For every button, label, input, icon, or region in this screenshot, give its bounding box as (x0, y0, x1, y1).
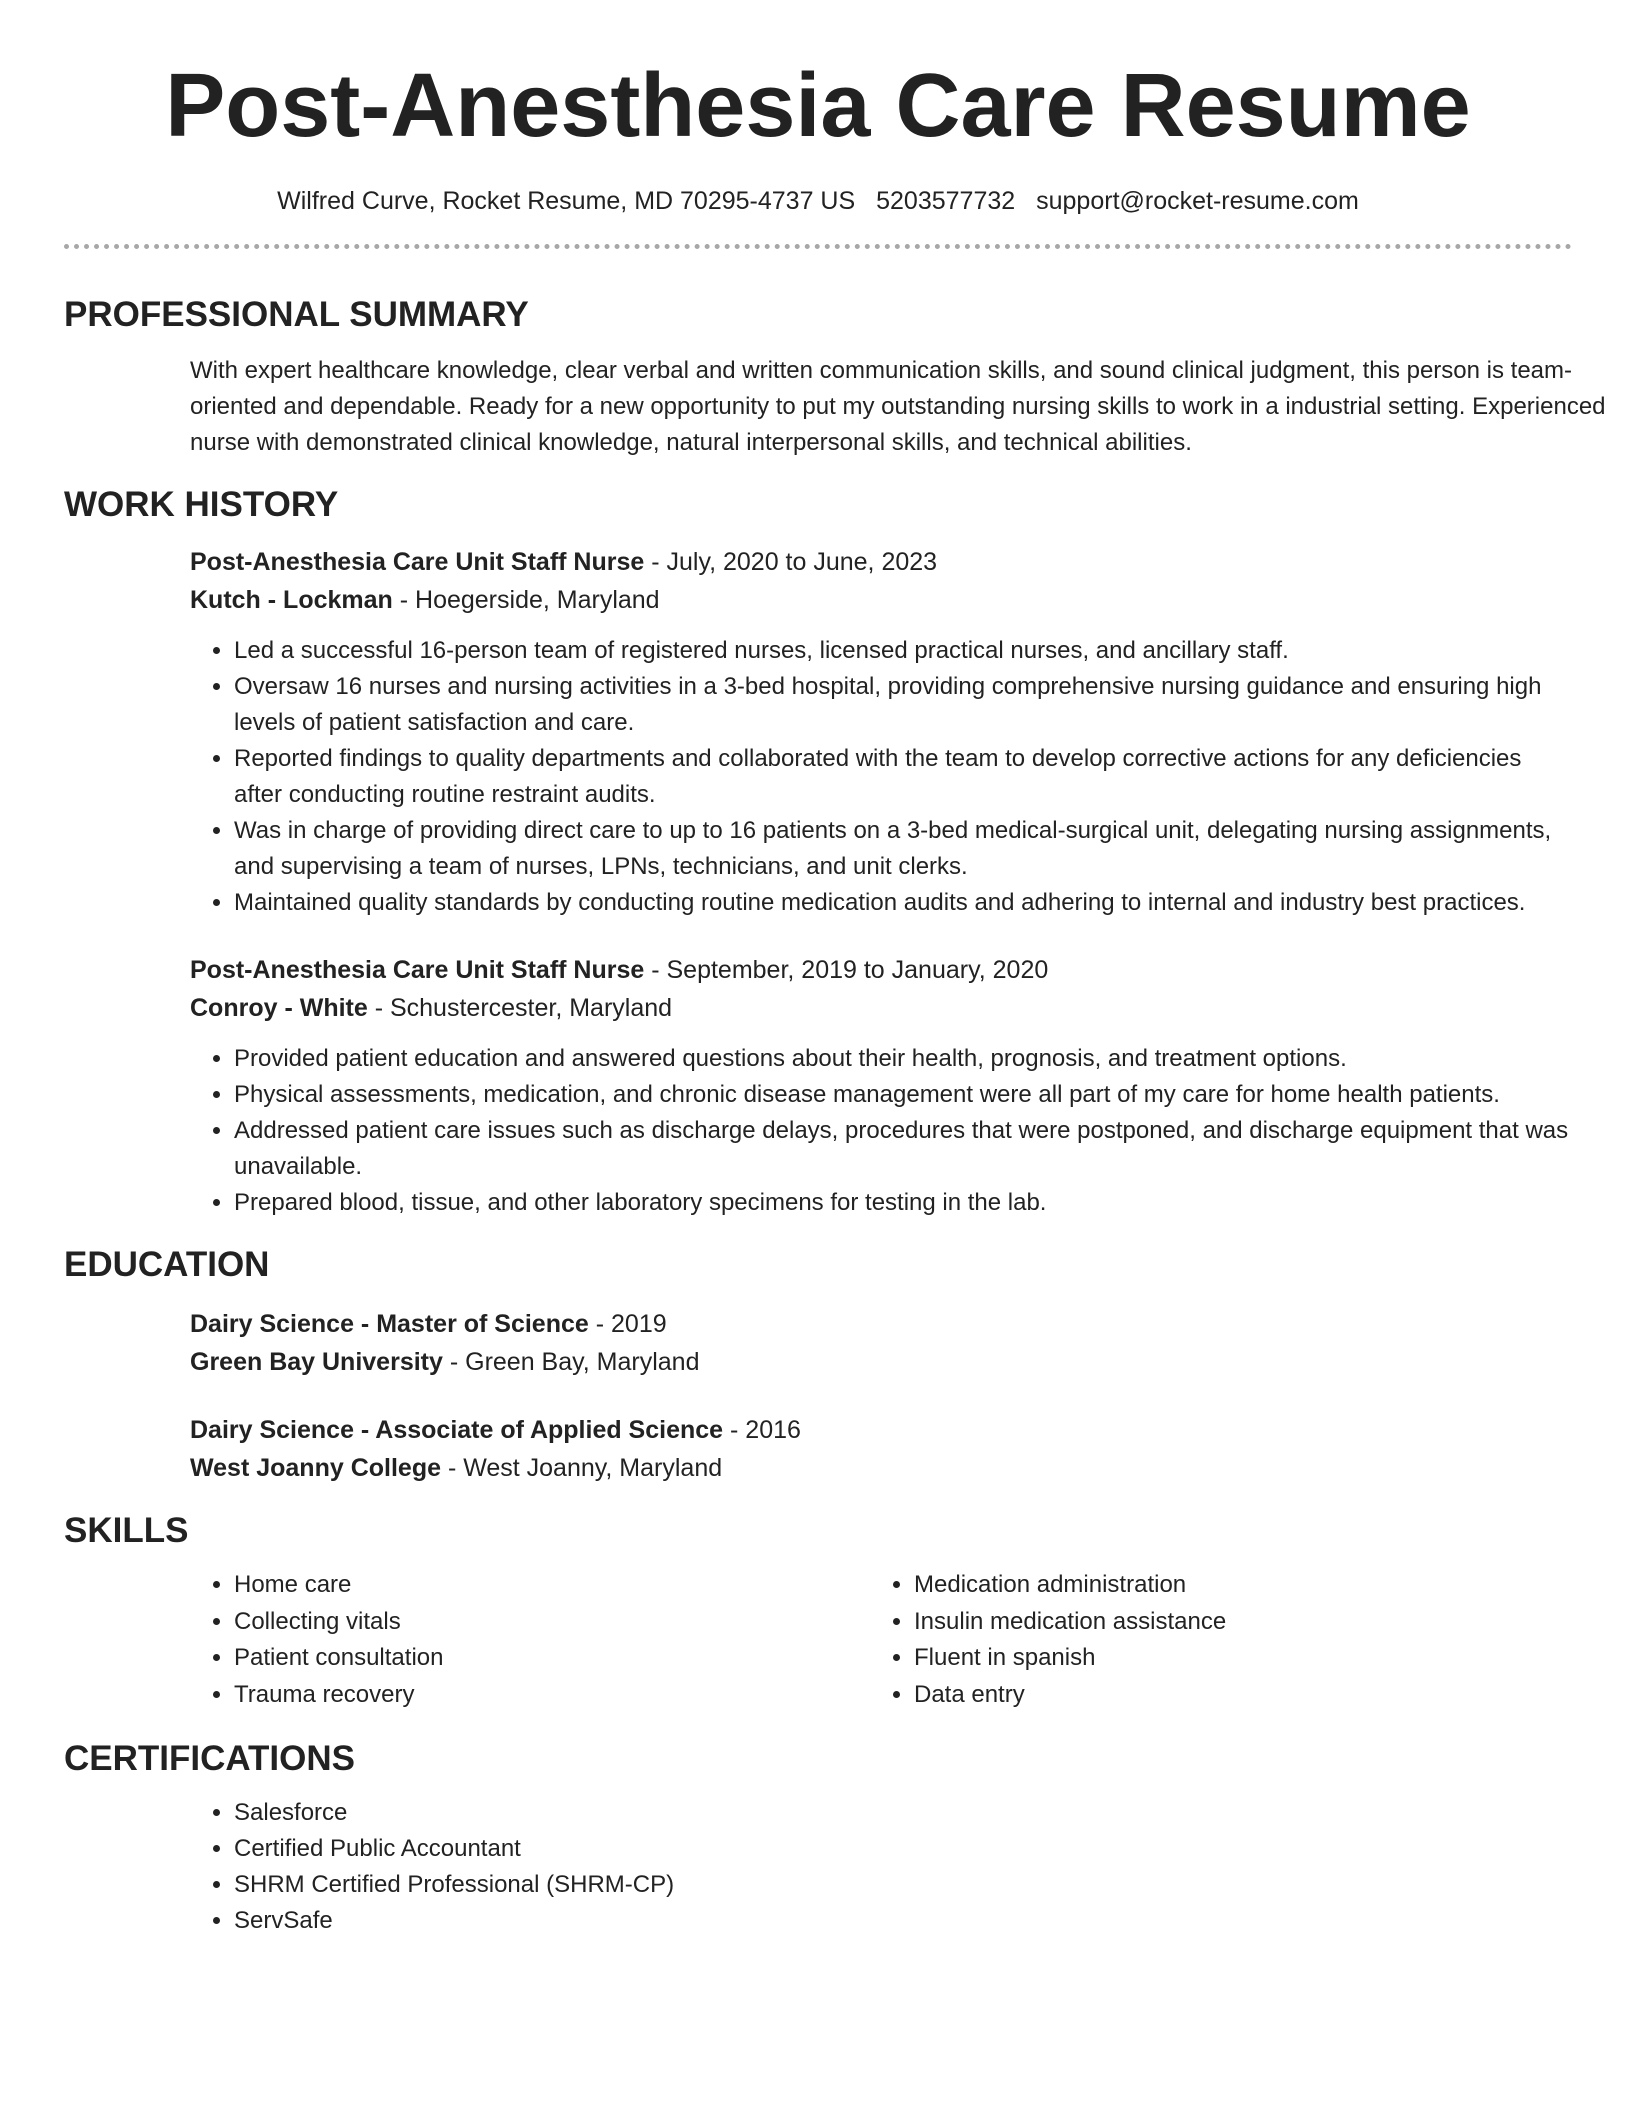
list-item: • ServSafe (234, 1903, 1572, 1939)
employer-location: - Schustercester, Maryland (367, 994, 673, 1022)
school-line (190, 1449, 1572, 1487)
list-item: • Prepared blood, tissue, and other laboratory specimens for testing in the lab. (234, 1185, 1572, 1221)
degree-name: Dairy Science - Associate of Applied Science (190, 1416, 724, 1444)
list-item: • Provided patient education and answered questions about their health, prognosis, and treatment options. (234, 1041, 1572, 1077)
section-heading-work: WORK HISTORY (64, 485, 339, 524)
contact-email: support@rocket-resume.com (1036, 187, 1359, 215)
list-item: • Led a successful 16-person team of registered nurses, licensed practical nurses, and ancillary staff. (234, 633, 1572, 669)
contact-line (64, 184, 1572, 218)
page-title: Post-Anesthesia Care Resume (165, 56, 1471, 156)
list-item: • Reported findings to quality departments and collaborated with the team to develop corrective actions for any deficiencies after conducting routine restraint audits. (234, 741, 1572, 813)
job-entry (190, 543, 1572, 921)
skills-grid (190, 1567, 1572, 1713)
school-name: Green Bay University (190, 1348, 443, 1376)
section-heading-education: EDUCATION (64, 1245, 270, 1284)
section-heading-summary: PROFESSIONAL SUMMARY (64, 295, 529, 334)
degree-year: - 2016 (723, 1416, 801, 1444)
degree-line (190, 1305, 1572, 1343)
list-item: • Medication administration (914, 1567, 1550, 1604)
header-divider (64, 244, 1572, 249)
job-dates: - September, 2019 to January, 2020 (644, 956, 1049, 984)
list-item: • Data entry (914, 1677, 1550, 1714)
resume-page (64, 0, 1606, 1939)
list-item: • Salesforce (234, 1795, 1572, 1831)
skills-list (870, 1567, 1550, 1713)
employer-line (190, 989, 1572, 1027)
list-item: • Patient consultation (234, 1640, 870, 1677)
job-title-line (190, 543, 1572, 581)
school-location: - West Joanny, Maryland (441, 1454, 723, 1482)
job-title-line (190, 951, 1572, 989)
summary-text: With expert healthcare knowledge, clear verbal and written communication skills, and sound clinical judgment, this person is team-oriented and dependable. Ready for a new opportunity to put my outstanding nursing skills to work in a industrial setting. Experienced nurse with demonstrated clinical knowledge, natural interpersonal skills, and technical abilities. (190, 357, 1606, 456)
section-heading-certifications: CERTIFICATIONS (64, 1739, 356, 1778)
section-heading-skills: SKILLS (64, 1511, 189, 1550)
employer-line (190, 581, 1572, 619)
certifications-list (190, 1795, 1572, 1939)
job-title: Post-Anesthesia Care Unit Staff Nurse (190, 956, 645, 984)
school-name: West Joanny College (190, 1454, 441, 1482)
job-dates: - July, 2020 to June, 2023 (644, 548, 938, 576)
job-bullets (190, 1041, 1572, 1221)
list-item: • Insulin medication assistance (914, 1604, 1550, 1641)
employer-location: - Hoegerside, Maryland (392, 586, 660, 614)
list-item: • Trauma recovery (234, 1677, 870, 1714)
skills-column-left (190, 1567, 870, 1713)
list-item: • Was in charge of providing direct care to up to 16 patients on a 3-bed medical-surgical unit, delegating nursing assignments, and supervising a team of nurses, LPNs, technicians, and unit clerks. (234, 813, 1572, 885)
list-item: • Fluent in spanish (914, 1640, 1550, 1677)
school-line (190, 1343, 1572, 1381)
job-bullets (190, 633, 1572, 921)
job-entry (190, 951, 1572, 1221)
education-entry (190, 1305, 1572, 1381)
school-location: - Green Bay, Maryland (442, 1348, 700, 1376)
list-item: • Certified Public Accountant (234, 1831, 1572, 1867)
list-item: • Addressed patient care issues such as discharge delays, procedures that were postponed, and discharge equipment that was unavailable. (234, 1113, 1572, 1185)
contact-address: Wilfred Curve, Rocket Resume, MD 70295-4737 US (277, 187, 856, 215)
list-item: • SHRM Certified Professional (SHRM-CP) (234, 1867, 1572, 1903)
contact-phone: 5203577732 (876, 187, 1016, 215)
list-item: • Physical assessments, medication, and chronic disease management were all part of my care for home health patients. (234, 1077, 1572, 1113)
degree-line (190, 1411, 1572, 1449)
list-item: • Home care (234, 1567, 870, 1604)
degree-name: Dairy Science - Master of Science (190, 1310, 589, 1338)
degree-year: - 2019 (588, 1310, 667, 1338)
skills-list (190, 1567, 870, 1713)
list-item: • Oversaw 16 nurses and nursing activities in a 3-bed hospital, providing comprehensive nursing guidance and ensuring high levels of patient satisfaction and care. (234, 669, 1572, 741)
employer-name: Kutch - Lockman (190, 586, 393, 614)
skills-column-right (870, 1567, 1550, 1713)
employer-name: Conroy - White (190, 994, 368, 1022)
list-item: • Collecting vitals (234, 1604, 870, 1641)
education-entry (190, 1411, 1572, 1487)
job-title: Post-Anesthesia Care Unit Staff Nurse (190, 548, 645, 576)
list-item: • Maintained quality standards by conducting routine medication audits and adhering to internal and industry best practices. (234, 885, 1572, 921)
